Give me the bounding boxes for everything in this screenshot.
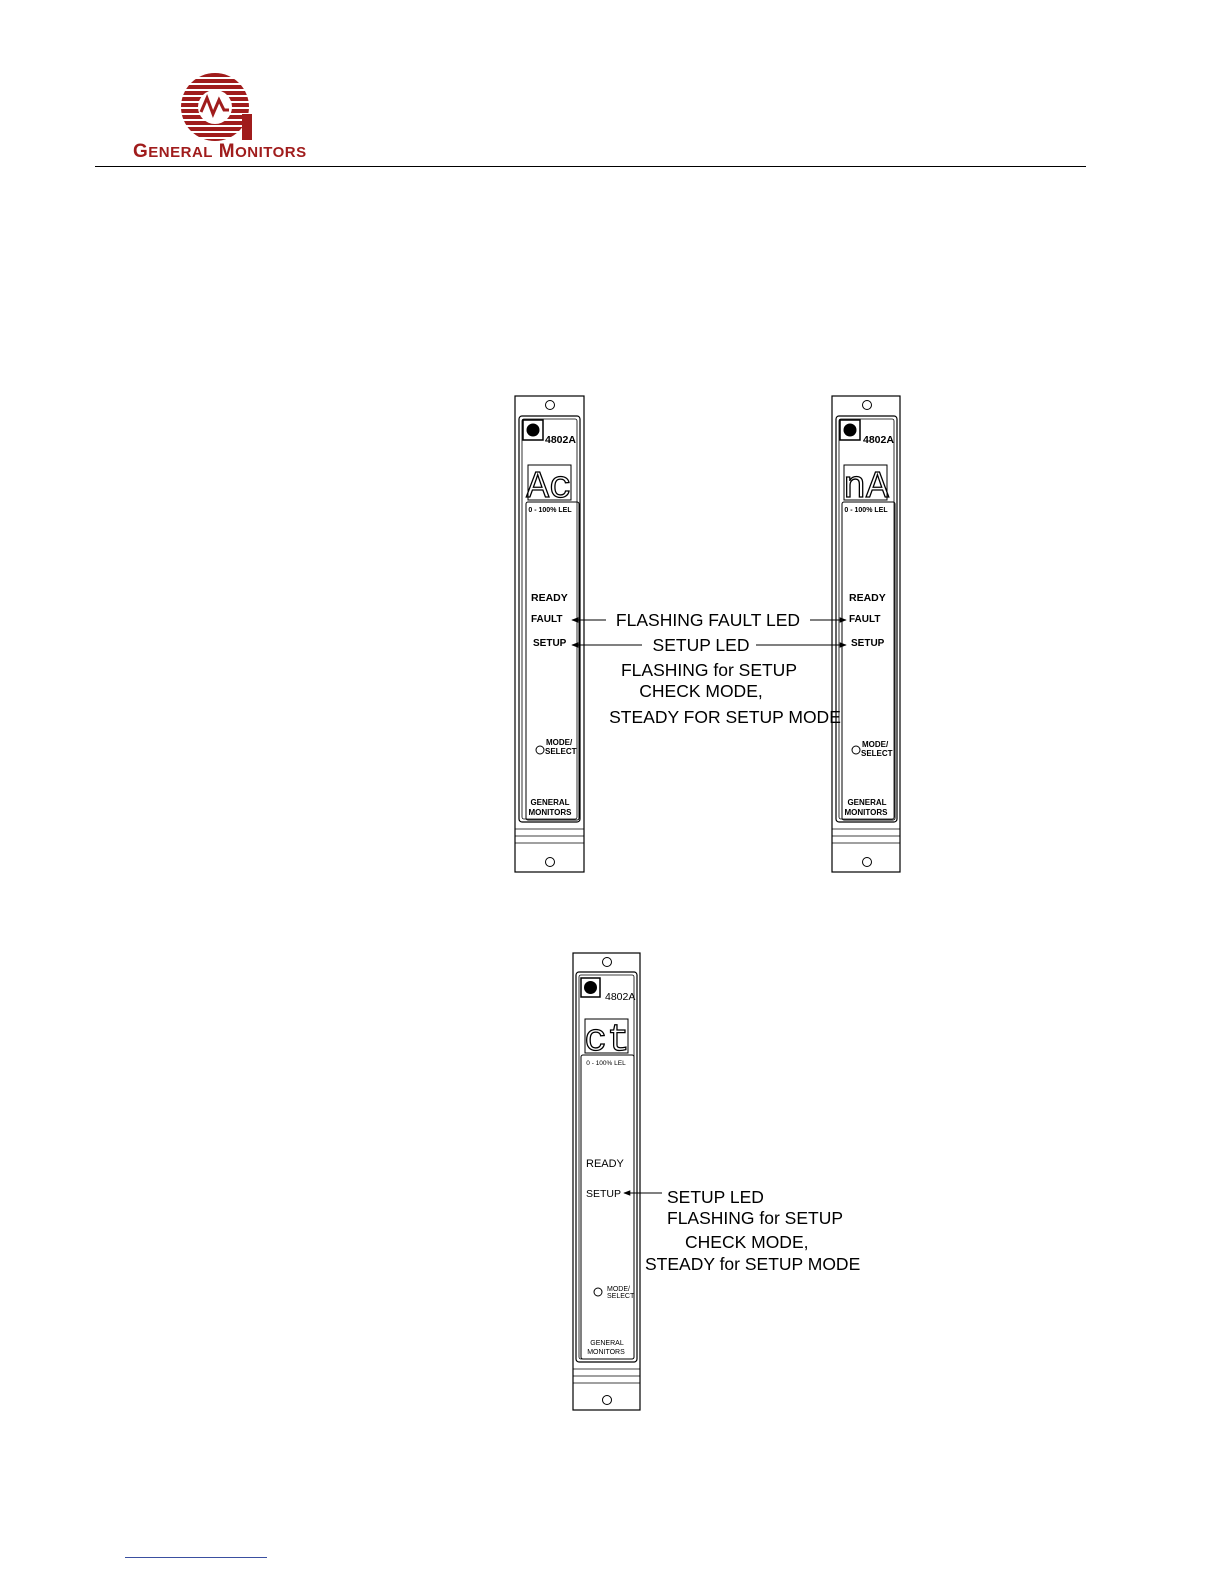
- range-label: 0 - 100% LEL: [844, 507, 888, 514]
- range-label: 0 - 100% LEL: [528, 507, 572, 514]
- setup-label: SETUP: [533, 638, 567, 649]
- panel-brand-2: MONITORS: [844, 808, 888, 817]
- seven-seg-display: Ac: [526, 466, 572, 509]
- callout-line-2: CHECK MODE,: [639, 681, 763, 701]
- callout-line-3: STEADY for SETUP MODE: [645, 1254, 861, 1274]
- brand-initial-g: G: [133, 141, 149, 162]
- callout-fault-led: FLASHING FAULT LED: [615, 610, 801, 630]
- ready-label: READY: [849, 592, 886, 604]
- panel-brand-1: GENERAL: [530, 798, 570, 807]
- module-panel-3: [573, 953, 640, 1410]
- callout-line-2: CHECK MODE,: [685, 1232, 809, 1252]
- ready-label: READY: [586, 1158, 624, 1170]
- mode-label-2: SELECT: [545, 747, 577, 756]
- ready-label: READY: [531, 592, 568, 604]
- model-label: 4802A: [545, 434, 576, 446]
- panel-brand-1: GENERAL: [847, 798, 887, 807]
- module-panel-2: [832, 396, 900, 872]
- mode-label-2: SELECT: [861, 749, 893, 758]
- callout-line-1: FLASHING for SETUP: [667, 1208, 844, 1228]
- fault-label: FAULT: [849, 614, 881, 625]
- panel-brand-1: GENERAL: [590, 1340, 624, 1347]
- footer-link-underline: [125, 1557, 267, 1558]
- brand-initial-m: M: [218, 141, 236, 162]
- mode-label-2: SELECT: [607, 1293, 635, 1300]
- setup-label: SETUP: [586, 1188, 622, 1200]
- mode-label-1: MODE/: [862, 740, 889, 749]
- seven-seg-display: nA: [843, 466, 889, 509]
- mode-label-1: MODE/: [607, 1286, 630, 1293]
- seven-seg-display: ct: [584, 1019, 630, 1062]
- callout-line-1: FLASHING for SETUP: [620, 660, 798, 680]
- callout-setup-led: SETUP LED: [667, 1187, 764, 1207]
- callout-group-bottom: [624, 1187, 860, 1274]
- callout-setup-led: SETUP LED: [652, 635, 750, 655]
- brand-word-2: ONITORS: [235, 144, 307, 161]
- callout-line-3: STEADY FOR SETUP MODE: [609, 707, 841, 727]
- model-label: 4802A: [863, 434, 894, 446]
- panel-brand-2: MONITORS: [528, 808, 572, 817]
- panel-brand-2: MONITORS: [587, 1349, 625, 1356]
- fault-label: FAULT: [531, 614, 563, 625]
- range-label: 0 - 100% LEL: [586, 1060, 626, 1067]
- callout-group-top: [572, 610, 846, 727]
- brand-word-1: ENERAL: [148, 144, 213, 161]
- mode-label-1: MODE/: [546, 738, 573, 747]
- model-label: 4802A: [605, 991, 636, 1003]
- setup-label: SETUP: [851, 638, 885, 649]
- module-panel-1: [515, 396, 584, 872]
